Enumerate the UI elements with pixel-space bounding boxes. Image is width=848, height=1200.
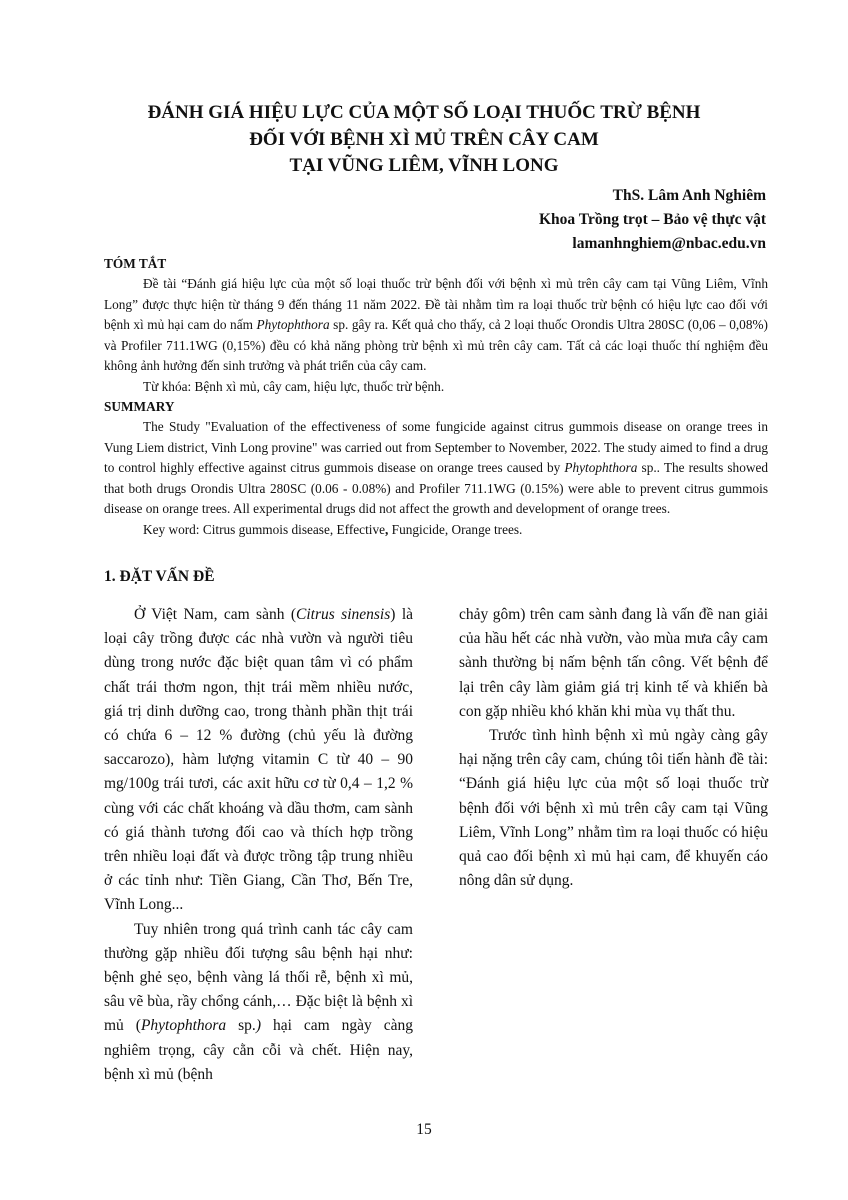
- abstract-vi-keywords: Từ khóa: Bệnh xì mủ, cây cam, hiệu lực, thuốc trừ bệnh.: [143, 378, 445, 394]
- author-block: [539, 184, 766, 256]
- abstract-en-heading: SUMMARY: [104, 399, 175, 414]
- title-line-2: ĐỐI VỚI BỆNH XÌ MỦ TRÊN CÂY CAM: [249, 128, 599, 150]
- abstract-vi-heading: TÓM TẮT: [104, 256, 167, 271]
- title-line-3: TẠI VŨNG LIÊM, VĨNH LONG: [289, 155, 559, 176]
- paper-title: [80, 100, 768, 180]
- paragraph-3: Trước tình hình bệnh xì mủ ngày càng gây hại nặng trên cây cam, chúng tôi tiến hành đề tài: “Đánh giá hiệu lực của một số loại thuốc trừ bệnh đối với bệnh xì mủ trên cây cam tại Vũng Liêm, Vĩnh Long” nhằm tìm ra loại thuốc có hiệu quả cao đối bệnh xì mủ hại cam, để khuyến cáo nông dân sử dụng.: [459, 727, 768, 890]
- column-right: [459, 603, 768, 893]
- title-line-1: ĐÁNH GIÁ HIỆU LỰC CỦA MỘT SỐ LOẠI THUỐC TRỪ BỆNH: [147, 102, 701, 123]
- abstract-vi-body: Đề tài “Đánh giá hiệu lực của một số loại thuốc trừ bệnh đối với bệnh xì mủ trên cây cam tại Vũng Liêm, Vĩnh Long” được thực hiện từ tháng 9 đến tháng 11 năm 2022. Đề tài nhằm tìm ra loại thuốc trừ bệnh có hiệu lực cao đối với bệnh xì mủ hại cam do nấm Phytophthora sp. gây ra. Kết quả cho thấy, cả 2 loại thuốc Orondis Ultra 280SC (0,06 – 0,08%) và Profiler 711.1WG (0,15%) đều có khả năng phòng trừ bệnh xì mủ trên cây cam. Tất cả các loại thuốc thí nghiệm đều không ảnh hưởng đến sinh trưởng và phát triển của cây cam.: [104, 276, 768, 373]
- paragraph-2-continued: chảy gôm) trên cam sành đang là vấn đề nan giải của hầu hết các nhà vườn, vào mùa mưa cây cam sành thường bị nấm bệnh tấn công. Vết bệnh để lại trên cây làm giảm giá trị kinh tế và khiến bà con gặp nhiều khó khăn khi mùa vụ thất thu.: [459, 606, 768, 720]
- paragraph-1: Ở Việt Nam, cam sành (Citrus sinensis) là loại cây trồng được các nhà vườn và người tiêu dùng trong nước đặc biệt quan tâm vì có phẩm chất trái thơm ngon, thịt trái mềm nhiều nước, giá trị dinh dưỡng cao, trong thành phần thịt trái có chứa 6 – 12 % đường (chủ yếu là đường saccarozo), hàm lượng vitamin C từ 40 – 90 mg/100g trái tươi, các axit hữu cơ từ 0,4 – 1,2 % cùng với các chất khoáng và dầu thơm, cam sành có giá thành tương đối cao và thích hợp trồng trên nhiều loại đất và được trồng tập trung nhiều ở các tỉnh như: Tiền Giang, Cần Thơ, Bến Tre, Vĩnh Long...: [104, 606, 414, 914]
- author-name: ThS. Lâm Anh Nghiêm: [612, 187, 766, 204]
- abstract-en-keywords: Key word: Citrus gummois disease, Effective, Fungicide, Orange trees.: [143, 521, 523, 537]
- author-department: Khoa Trồng trọt – Bảo vệ thực vật: [538, 211, 766, 228]
- author-email: lamanhnghiem@nbac.edu.vn: [572, 235, 766, 252]
- abstract-block: [104, 254, 768, 540]
- page-number: 15: [416, 1121, 432, 1138]
- abstract-en-body: The Study "Evaluation of the effectiveness of some fungicide against citrus gummois disease on orange trees in Vung Liem district, Vinh Long provine" was carried out from September to November, 2022. The study aimed to find a drug to control highly effective against citrus gummois disease on orange trees caused by Phytophthora sp.. The results showed that both drugs Orondis Ultra 280SC (0.06 - 0.08%) and Profiler 711.1WG (0.15%) were able to prevent citrus gummois disease on orange trees. All experimental drugs did not affect the growth and development of orange trees.: [104, 419, 768, 516]
- column-left: [104, 603, 413, 1087]
- section-1-heading: 1. ĐẶT VẤN ĐỀ: [104, 568, 215, 585]
- paragraph-2: Tuy nhiên trong quá trình canh tác cây cam thường gặp nhiều đối tượng sâu bệnh hại như: bệnh ghẻ sẹo, bệnh vàng lá thối rễ, bệnh xì mủ, sâu vẽ bùa, rầy chổng cánh,… Đặc biệt là bệnh xì mủ (Phytophthora sp.) hại cam ngày càng nghiêm trọng, cây cằn cỗi và chết. Hiện nay, bệnh xì mủ (bệnh: [104, 920, 413, 1083]
